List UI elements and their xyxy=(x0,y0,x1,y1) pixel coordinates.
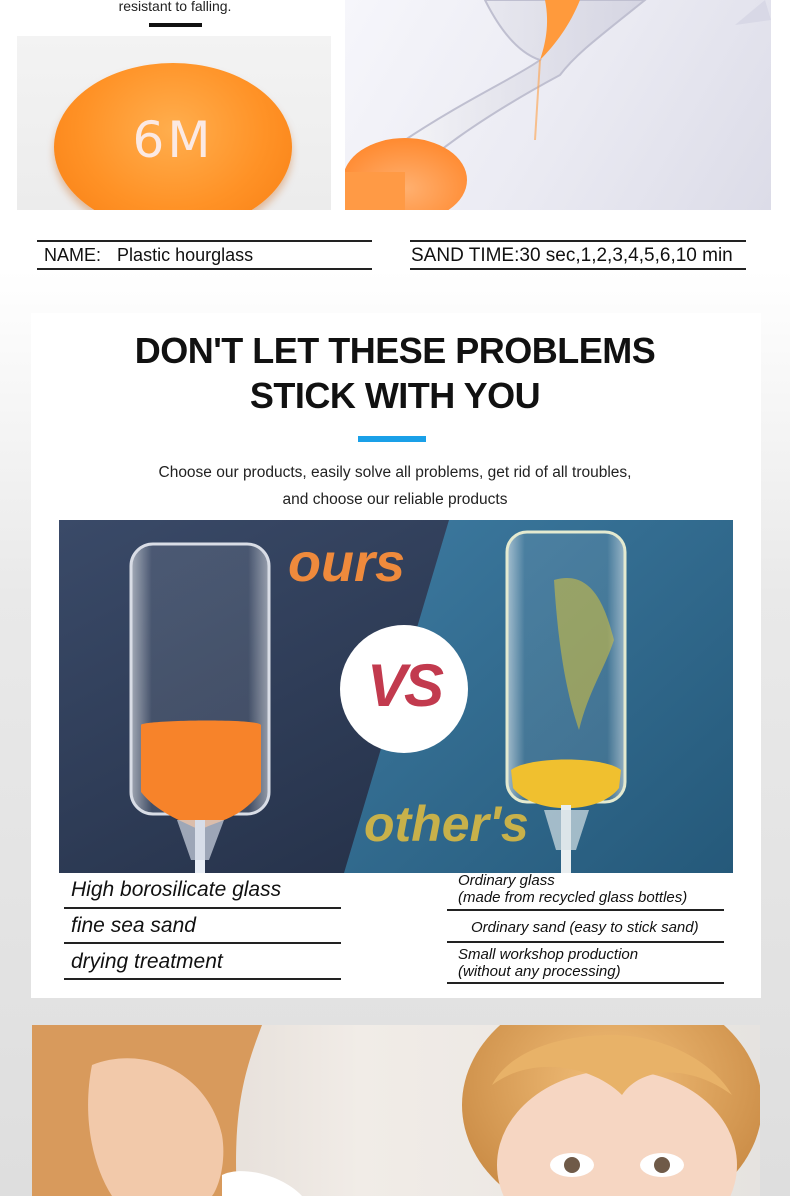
feature-rule xyxy=(447,982,724,984)
mother-child-illustration xyxy=(32,1025,760,1196)
orange-cap xyxy=(54,63,292,210)
hourglass-neck-illustration xyxy=(345,0,771,210)
feature-rule xyxy=(447,941,724,943)
headline-line-2: STICK WITH YOU xyxy=(249,375,541,416)
feature-rule xyxy=(64,978,341,980)
spec-sandtime-key: SAND TIME: xyxy=(411,245,520,266)
spec-rule xyxy=(410,240,746,242)
spec-rule xyxy=(37,240,372,242)
others-feature-workshop-line2: (without any processing) xyxy=(458,963,621,980)
spec-sandtime-value: 30 sec,1,2,3,4,5,6,10 min xyxy=(519,245,733,266)
ours-feature-glass: High borosilicate glass xyxy=(71,878,282,901)
vs-text: VS xyxy=(366,652,442,719)
ours-feature-drying: drying treatment xyxy=(71,950,223,973)
others-label: other's xyxy=(364,796,529,852)
spec-name-key: NAME: xyxy=(44,245,102,265)
vs-badge xyxy=(340,625,468,753)
spec-name-value: Plastic hourglass xyxy=(117,245,254,265)
top-caption: resistant to falling. xyxy=(118,0,232,14)
others-feature-sand-line1: Ordinary sand (easy to stick sand) xyxy=(471,919,699,936)
ours-feature-sand: fine sea sand xyxy=(71,914,196,937)
caption-underline xyxy=(149,23,202,27)
subtitle-line-2: and choose our reliable products xyxy=(282,491,508,508)
cap-label: 6M xyxy=(132,111,214,169)
ours-label: ours xyxy=(288,533,406,593)
hourglass-neck-image xyxy=(345,0,771,210)
subtitle-line-1: Choose our products, easily solve all problems, get rid of all troubles, xyxy=(158,464,632,481)
others-feature-glass-line2: (made from recycled glass bottles) xyxy=(458,889,688,906)
feature-rule xyxy=(447,909,724,911)
others-feature-workshop-line1: Small workshop production xyxy=(458,946,639,963)
spec-name-row xyxy=(44,245,253,266)
others-feature-glass xyxy=(458,872,687,906)
mother-child-photo xyxy=(32,1025,760,1196)
feature-rule xyxy=(64,942,341,944)
headline-line-1: DON'T LET THESE PROBLEMS xyxy=(134,330,656,371)
spec-sandtime-row xyxy=(411,245,733,267)
others-feature-sand xyxy=(471,919,699,936)
others-feature-workshop xyxy=(458,946,638,980)
cap-closeup-image xyxy=(17,36,331,210)
others-feature-glass-line1: Ordinary glass xyxy=(458,872,555,889)
headline-accent-bar xyxy=(358,436,426,442)
feature-rule xyxy=(64,907,341,909)
